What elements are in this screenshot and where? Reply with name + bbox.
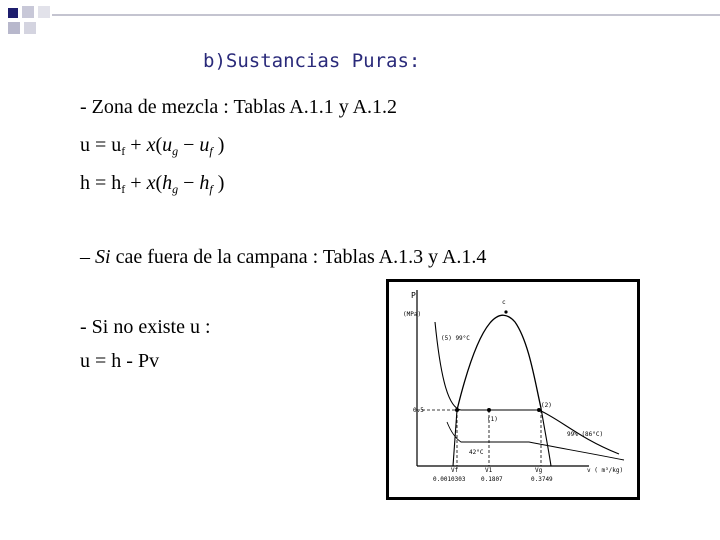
x-axis-label: v ( m³/kg) [587, 467, 624, 474]
isotherm-high-label: 99% (86°C) [567, 431, 604, 438]
vg-value: 0.3749 [531, 476, 553, 483]
corner-squares-decoration [0, 0, 720, 40]
vg-label: Vg [535, 467, 543, 474]
pressure-value: 0.5 [413, 407, 424, 414]
isotherm-label: (5) 99°C [441, 335, 470, 342]
outside-dome-line: – Si cae fuera de la campana : Tablas A.1.3 y A.1.4 [80, 246, 487, 268]
y-axis-label: P [411, 291, 416, 300]
saturation-dome [457, 315, 541, 410]
vf-value: 0.0010303 [433, 476, 466, 483]
point-f [455, 408, 459, 412]
point-2-label: (2) [541, 402, 552, 409]
no-u-line: - Si no existe u : [80, 316, 211, 338]
v1-label: V1 [485, 467, 493, 474]
critical-point [504, 310, 507, 313]
point-1 [487, 408, 491, 412]
mixture-zone-line: - Zona de mezcla : Tablas A.1.1 y A.1.2 [80, 96, 398, 118]
v1-value: 0.1807 [481, 476, 503, 483]
enthalpy-relation-line: u = h - Pv [80, 350, 160, 372]
critical-label: c [502, 299, 506, 306]
equation-u: $u = u_f + x(u_g - u_f$ ) [80, 134, 225, 158]
pv-diagram [386, 279, 640, 500]
vf-label: Vf [451, 467, 459, 474]
slide-title: b)Sustancias Puras: [203, 50, 421, 72]
equation-h: $h = h_f + x(h_g - h_f$ ) [80, 172, 225, 196]
isotherm-low-label: 42°C [469, 449, 484, 456]
y-axis-unit: (MPa) [403, 311, 422, 318]
point-1-label: (1) [487, 416, 498, 423]
